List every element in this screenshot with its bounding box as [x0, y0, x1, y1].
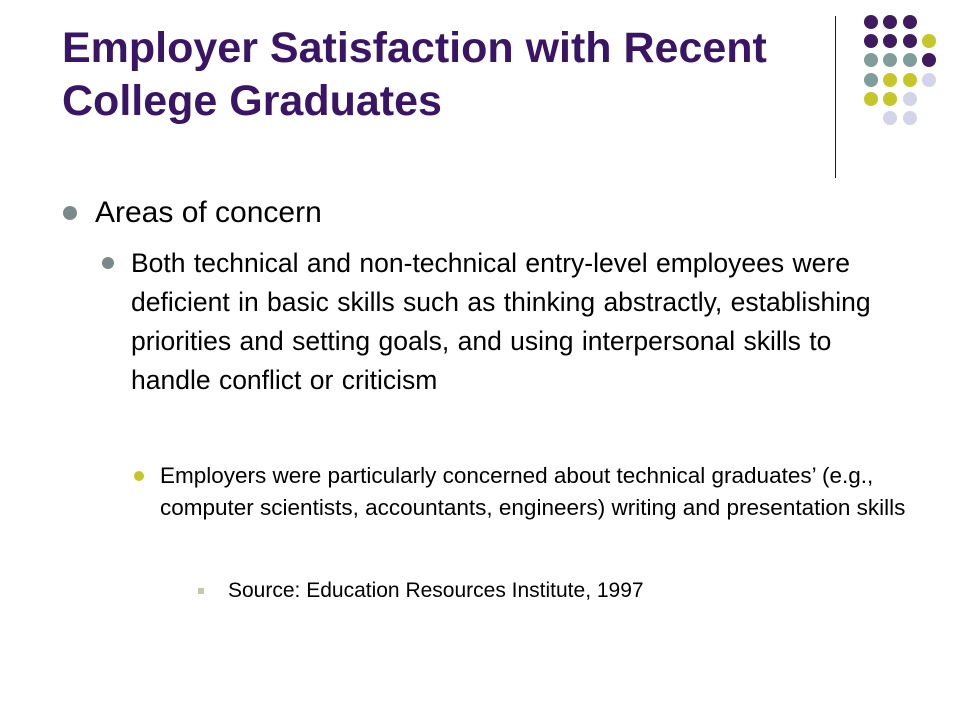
- purple-dot: [922, 53, 936, 67]
- olive-dot: [883, 73, 897, 87]
- level1-bullet-text: Areas of concern: [95, 196, 322, 229]
- lavender-dot: [903, 92, 917, 106]
- purple-dot: [864, 34, 878, 48]
- level4-bullet-icon: [198, 588, 204, 594]
- lavender-dot: [903, 111, 917, 125]
- teal-dot: [864, 73, 878, 87]
- olive-dot: [864, 92, 878, 106]
- level3-bullet-icon: [134, 471, 144, 481]
- title-divider: [835, 16, 836, 178]
- level3-bullet-text: Employers were particularly concerned about technical graduates’ (e.g., computer scientists, accountants, engineers) writing and presentation skills: [160, 463, 906, 520]
- purple-dot: [883, 34, 897, 48]
- lavender-dot: [922, 73, 936, 87]
- teal-dot: [883, 53, 897, 67]
- purple-dot: [903, 15, 917, 29]
- teal-dot: [903, 53, 917, 67]
- purple-dot: [883, 15, 897, 29]
- purple-dot: [903, 34, 917, 48]
- lavender-dot: [883, 111, 897, 125]
- olive-dot: [922, 34, 936, 48]
- teal-dot: [864, 53, 878, 67]
- level2-bullet-icon: [102, 257, 114, 269]
- purple-dot: [864, 15, 878, 29]
- olive-dot: [883, 92, 897, 106]
- olive-dot: [903, 73, 917, 87]
- level1-bullet-icon: [63, 206, 77, 220]
- level2-bullet-text: Both technical and non-technical entry-level employees were deficient in basic skills such as thinking abstractly, establishing priorities and setting goals, and using interpersonal skills to handle conflict or criticism: [131, 248, 871, 395]
- level4-bullet-text: Source: Education Resources Institute, 1997: [228, 579, 644, 602]
- slide-title: Employer Satisfaction with Recent College Graduates: [62, 24, 767, 125]
